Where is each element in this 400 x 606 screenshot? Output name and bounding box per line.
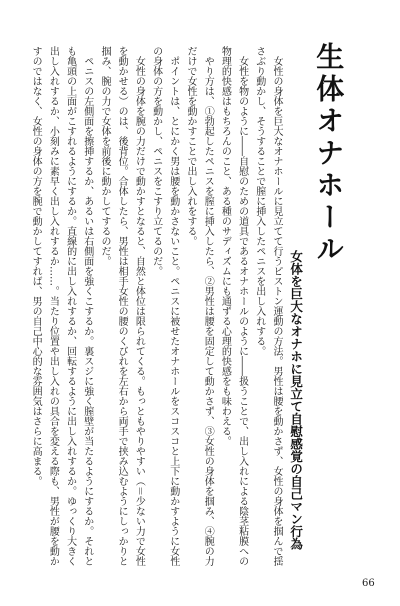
body-paragraph: ポイントは、とにかく男は腰を動かさないこと。ペニスに被せたオナホールをスコスコと上下に動かすように女性の身体の方を動かし、ペニスをこすり立てるのだ。 [150,46,179,566]
page-number: 66 [362,578,375,589]
section-subtitle: 女体を巨大なオナホに見立て自慰感覚の自己マン行為 [288,250,304,550]
body-paragraph: やり方は、①勃起したペニスを膣に挿入したら、②男性は腰を固定して動かさず、③女性の身体を掴み、④腕の力だけで女性を動かすことで出し入れをする。 [184,46,214,566]
body-paragraph: 女性を物のように――自慰のための道具であるオナホールのように――扱うことで、出し入れによる陰茎粘膜への物理的快感はもちろんのこと、ある種のサディズムにも通ずる心理的快感をも味わえる。 [219,46,248,566]
body-text [27,46,285,568]
body-paragraph: ペニスの左側面を擦挿するか、あるいは右側面を強くこするか。裏スジに強く膣壁が当たるようにするか。それとも亀頭の上面がこすれるようにするか。直線的に出し入れするか、回転するように出し入れするか。ゆっくり大きく出し入れするか、小刻みに素早く出し入れするか……。当たり位置や出し入れの具合を変える際も、男性が腰を動かすのではなく、女性の身体の方を腕で動かしてすれば、男の自己中心的な雰囲気はさらに高まる。 [30,46,93,566]
body-paragraph: 女性の身体を巨大なオナホールに見立てて行うピストン運動の方法。男性は腰を動かさず、女性の身体を掴んで揺さぶり動かし、そうすることで膣に挿入したペニスを出し入れする。 [253,46,282,566]
section-title: 生体オナホール [312,42,346,266]
body-paragraph: 女性の身体を腕の力だけで動かすとなると、自然と体位は限られてくる。もっともやりやすい（＝少ない力で女性を動かせる）のは、後背位。合体したら、男性は相手女性の腰のくびれを左右から両手で挟み込むようにしっかりと掴み、腕の力で女体を前後に動かしてするのだ。 [98,46,145,566]
